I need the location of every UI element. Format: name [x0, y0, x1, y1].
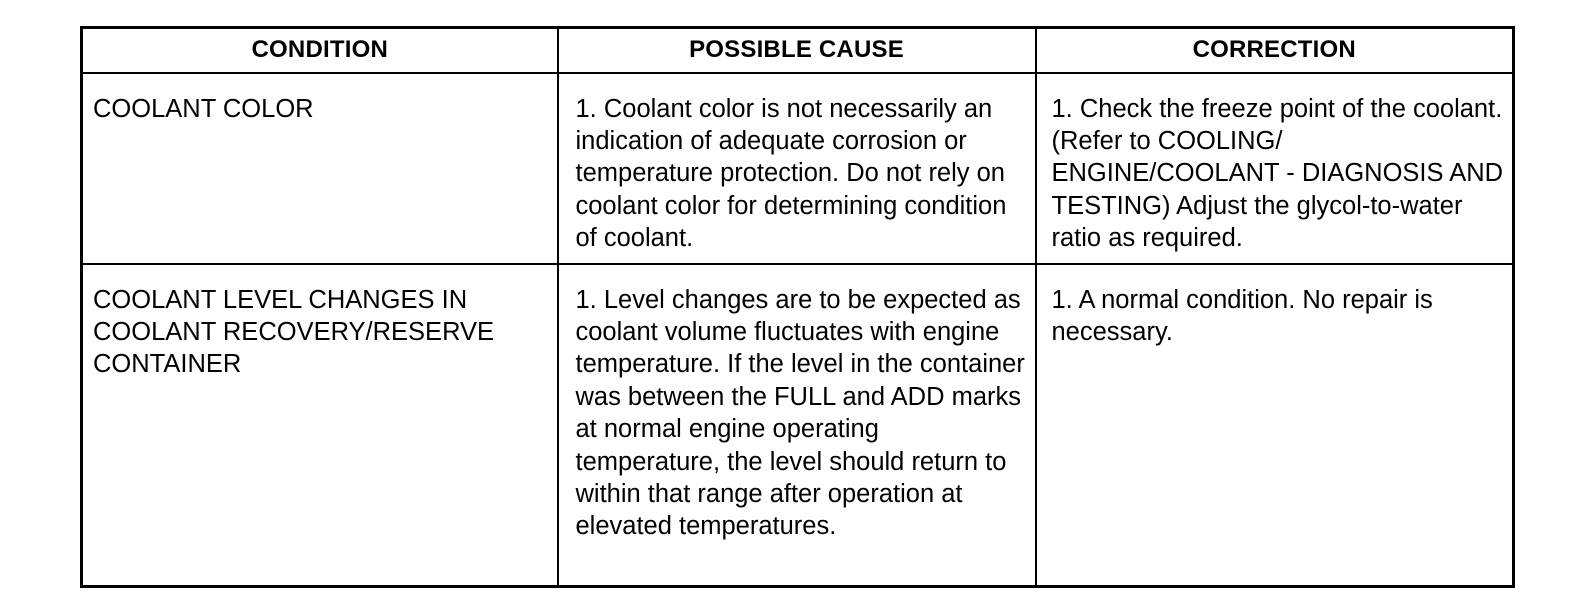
table-row	[82, 264, 1514, 587]
header-possible-cause: POSSIBLE CAUSE	[558, 28, 1036, 73]
condition-text: COOLANT COLOR	[93, 94, 314, 123]
possible-cause-cell	[558, 73, 1036, 264]
correction-cell	[1036, 73, 1514, 264]
diagnosis-table	[80, 26, 1515, 588]
correction-cell	[1036, 264, 1514, 587]
condition-cell	[82, 73, 558, 264]
table-header-row	[82, 28, 1514, 73]
condition-cell	[82, 264, 558, 587]
correction-text: 1. Check the freeze point of the coolant. (Refer to COOLING/ ENGINE/COOLANT - DIAGNOSIS AND TESTING) Adjust the glycol-to-water ratio as required.	[1051, 94, 1504, 253]
possible-cause-cell	[558, 264, 1036, 587]
possible-cause-text: 1. Coolant color is not necessarily an indication of adequate corrosion or temperature protection. Do not rely on coolant color for determining condition of coolant.	[575, 94, 1007, 253]
correction-text: 1. A normal condition. No repair is necessary.	[1051, 285, 1433, 346]
possible-cause-text: 1. Level changes are to be expected as coolant volume fluctuates with engine temperature. If the level in the container was between the FULL and ADD marks at normal engine operating temperature, the level should return to within that range after operation at elevated temperatures.	[575, 285, 1025, 541]
header-correction: CORRECTION	[1036, 28, 1514, 73]
header-condition: CONDITION	[82, 28, 558, 73]
condition-text: COOLANT LEVEL CHANGES IN COOLANT RECOVERY/RESERVE CONTAINER	[93, 285, 495, 379]
table-row	[82, 73, 1514, 264]
